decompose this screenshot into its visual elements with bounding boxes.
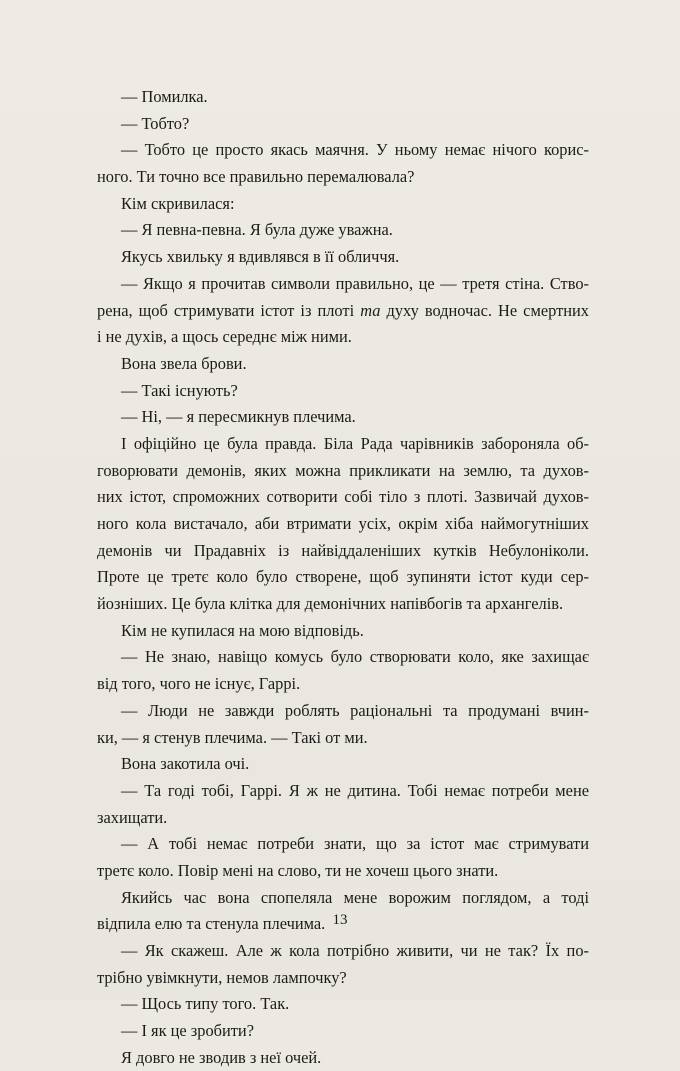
text-line: трібно увімкнути, немов лампочку?: [97, 967, 347, 987]
text-line: Я довго не зводив з неї очей.: [121, 1047, 322, 1067]
text-line: — Я певна-певна. Я була дуже уважна.: [121, 220, 393, 240]
text-line: Якийсь час вона спопеляла мене ворожим поглядом, а тоді: [121, 887, 589, 907]
text-line: — Якщо я прочитав символи правильно, це — третя стіна. Ство-: [121, 273, 589, 293]
text-line: них істот, спроможних сотворити собі тіло з плоті. Зазвичай духов-: [97, 487, 589, 507]
text-line: Вона звела брови.: [121, 353, 247, 373]
text-line: — Помилка.: [121, 87, 208, 106]
text-line: Вона закотила очі.: [121, 754, 250, 774]
text-line: — Щось типу того. Так.: [121, 994, 290, 1014]
text-line: — Ні, — я пересмикнув плечима.: [121, 407, 356, 427]
text-line: і не духів, а щось середнє між ними.: [97, 327, 352, 347]
text-line: — Не знаю, навіщо комусь було створювати коло, яке захищає: [121, 647, 589, 667]
italic-word: та: [360, 300, 381, 320]
text-line: Проте це третє коло було створене, щоб зупиняти істот куди сер-: [97, 567, 589, 587]
text-line: демонів чи Прадавніх із найвіддаленіших кутків Небулоніколи.: [97, 540, 589, 560]
page-number: 13: [332, 912, 348, 928]
text-line: говорювати демонів, яких можна прикликати на землю, та духов-: [97, 460, 589, 480]
text-line: третє коло. Повір мені на слово, ти не хочеш цього знати.: [97, 860, 499, 880]
text-line: Якусь хвильку я вдивлявся в її обличчя.: [121, 247, 400, 267]
text-line: — Тобто це просто якась маячня. У ньому немає нічого корис-: [121, 140, 589, 160]
text-line: Кім не купилася на мою відповідь.: [121, 620, 364, 640]
text-line: — Люди не завжди роблять раціональні та продумані вчин-: [121, 700, 589, 720]
text-line: від того, чого не існує, Гаррі.: [97, 674, 301, 694]
text-line: ного. Ти точно все правильно перемалювала?: [97, 167, 415, 187]
text-line: І офіційно це була правда. Біла Рада чарівників забороняла об-: [121, 433, 589, 453]
text-line: — А тобі немає потреби знати, що за істот має стримувати: [121, 834, 589, 854]
text-line: відпила елю та стенула плечима.: [97, 914, 326, 934]
text-line: — Як скажеш. Але ж кола потрібно живити, чи не так? Їх по-: [121, 941, 589, 960]
text-line: — Такі існують?: [121, 380, 238, 400]
text-line: — І як це зробити?: [121, 1021, 254, 1041]
text-line: Кім скривилася:: [121, 193, 235, 213]
text-line: — Тобто?: [121, 113, 190, 133]
text-line: йозніших. Це була клітка для демонічних напівбогів та архангелів.: [97, 594, 564, 614]
text-line: рена, щоб стримувати істот із плоті та духу водночас. Не смертних: [97, 300, 589, 320]
text-line: захищати.: [97, 807, 168, 827]
text-line: ного кола вистачало, аби втримати усіх, окрім хіба наймогутніших: [97, 514, 589, 533]
text-line: ки, — я стенув плечима. — Такі от ми.: [97, 727, 368, 747]
text-line: — Та годі тобі, Гаррі. Я ж не дитина. Тобі немає потреби мене: [121, 780, 589, 800]
